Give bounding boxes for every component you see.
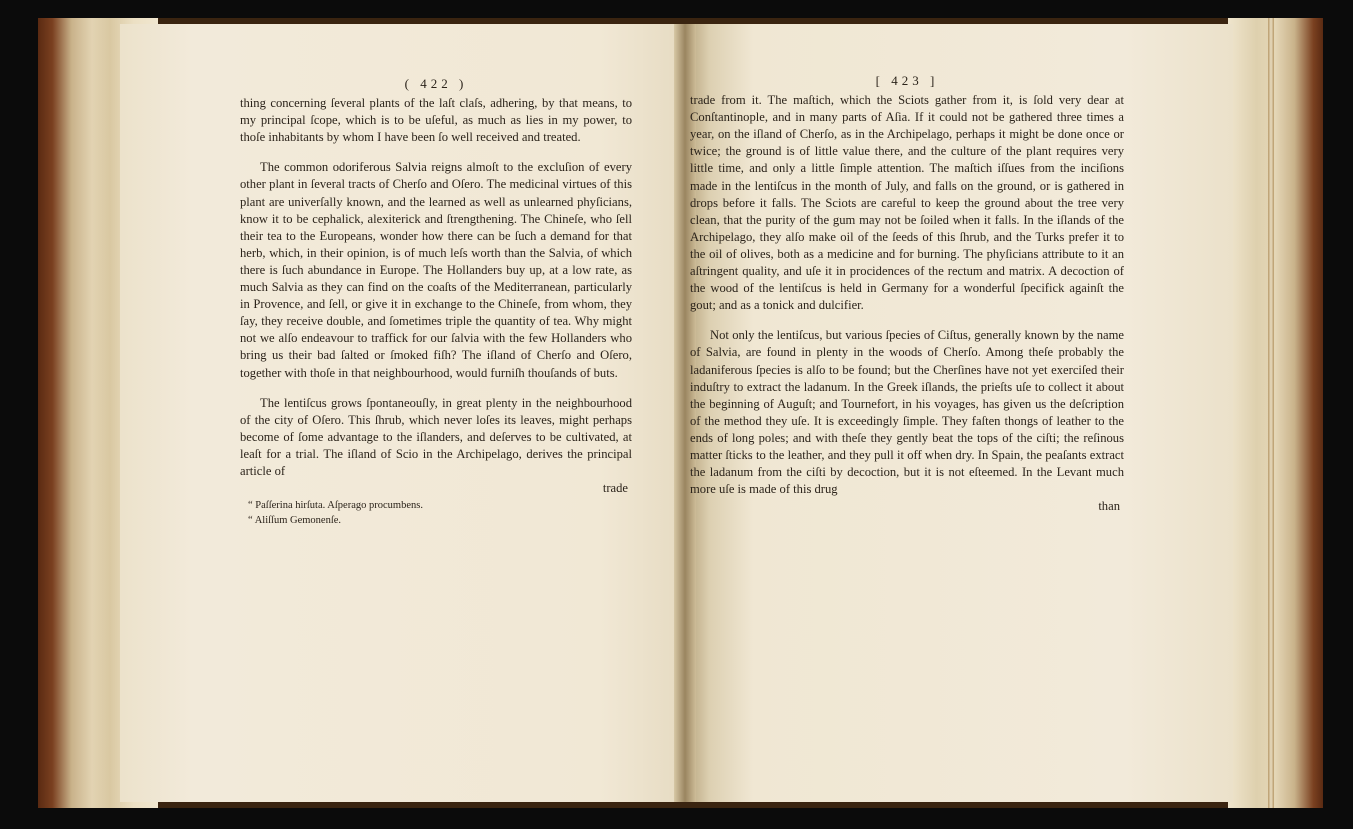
right-paragraph-2: Not only the lentiſcus, but various ſpecies of Ciſtus, generally known by the name of Salvia, are found in plenty in the woods of Cherſo. Among theſe probably the ladaniferous ſpecies is alſo to be found; but the Cherſines have not yet exerciſed their induſtry to extract the ladanum. In the Greek iſlands, the prieſts uſe to collect it about the beginning of Auguſt; and Tournefort, in his voyages, has given us the deſcription of the method they uſe. It is exceedingly ſimple. They faſten thongs of leather to the ends of long poles; and with theſe they gently beat the tops of the ciſti; the reſinous matter ſticks to the leather, and they pull it off when dry. In Spain, the peaſants extract the ladanum from the ciſti by decoction, but it is not eſteemed. In the Levant much more uſe is made of this drug xyxy=(690,328,1124,497)
left-paragraph-2: The common odoriferous Salvia reigns almoſt to the excluſion of every other plant in ſeveral tracts of Cherſo and Oſero. The medicinal virtues of this plant are univerſally known, and the learned as well as unlearned phyſicians, know it to be cephalick, alexiterick and ſtrengthening. The Chineſe, who ſell their tea to the Europeans, wonder how there can be ſuch a demand for that herb, which, in their opinion, is of much leſs worth than the Salvia, of which there is ſuch abundance in Europe. The Hollanders buy up, at a low rate, as much Salvia as they can find on the coaſts of the Mediterranean, particularly in Provence, and ſell, or give it in exchange to the Chineſe, from whom, they ſay, they receive double, and ſometimes triple the quantity of tea. Why might not we alſo endeavour to traffick for our ſalvia with the few Hollanders who bring us their bad ſalted or ſmoked fiſh? The iſland of Cherſo and Oſero, together with thoſe in that neighbourhood, would furniſh thouſands of buts. xyxy=(240,160,632,380)
left-catchword: trade xyxy=(602,481,628,496)
left-page-number: ( 422 ) xyxy=(404,76,468,91)
book xyxy=(38,18,1323,808)
right-paragraph-1: trade from it. The maſtich, which the Sciots gather from it, is ſold very dear at Conſtantinople, and in many parts of Aſia. If it could not be gathered three times a year, on the iſland of Cherſo, as in the Archipelago, perhaps it might be done once or twice; the ground is of little value there, and the culture of the plant requires very little time, and only a little ſimple attention. The maſtich iſſues from the inciſions made in the lentiſcus in the month of July, and falls on the ground, or is gathered in drops before it falls. The Sciots are careful to keep the ground about the tree very clean, that the purity of the gum may not be ſoiled when it falls. In the iſlands of the Archipelago, they alſo make oil of the ſeeds of this ſhrub, and the Turks prefer it to the oil of olives, both as a medicine and for burning. The phyſicians attribute to it an aſtringent quality, and uſe it in procidences of the rectum and matrix. A decoction of the wood of the lentiſcus is held in Germany for a wonderful ſpecifick againſt the gout; and as a tonick and dulcifier. xyxy=(690,93,1124,313)
left-paragraph-1: thing concerning ſeveral plants of the laſt claſs, adhering, by that means, to my principal ſcope, which is to be uſeful, as much as lies in my power, to thoſe inhabitants by whom I have been ſo well received and treated. xyxy=(240,96,632,145)
right-page-text xyxy=(690,72,1124,515)
left-page-text xyxy=(240,75,632,527)
right-catchword: than xyxy=(1098,499,1120,514)
left-footnote-1: “ Paſſerina hirſuta. Aſperago procumbens. xyxy=(248,500,423,512)
right-page-number: [ 423 ] xyxy=(875,73,939,88)
left-paragraph-3: The lentiſcus grows ſpontaneouſly, in great plenty in the neighbourhood of the city of Oſero. This ſhrub, which never loſes its leaves, might perhaps become of ſome advantage to the iſlanders, and deſerves to be cultivated, at leaſt for a trial. The iſland of Scio in the Archipelago, derives the principal article of xyxy=(240,395,632,478)
right-page-edges xyxy=(1228,18,1323,808)
left-footnote-2: “ Aliſſum Gemonenſe. xyxy=(248,515,342,527)
